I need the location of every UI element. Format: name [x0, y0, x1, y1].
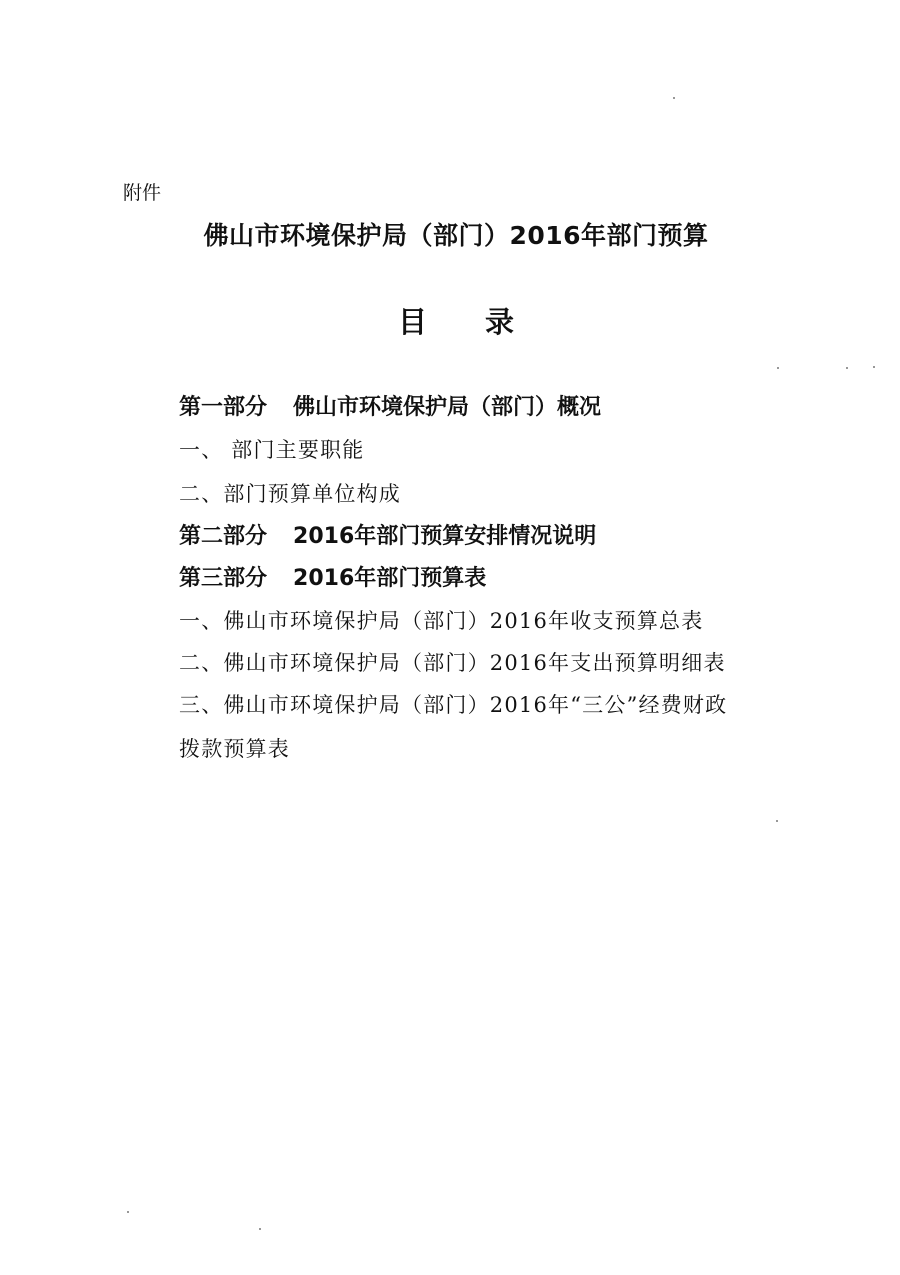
scan-speck — [127, 1211, 129, 1213]
toc-part-3-title: 2016年部门预算表 — [293, 566, 487, 591]
scan-speck — [259, 1228, 261, 1230]
toc-heading-char-2: 录 — [485, 305, 515, 339]
toc-part-3 — [179, 561, 486, 592]
toc-part-1-label: 第一部分 — [179, 395, 268, 420]
toc-part-2-title: 2016年部门预算安排情况说明 — [293, 524, 597, 549]
attachment-label: 附件 — [123, 182, 162, 204]
scan-speck — [777, 367, 779, 369]
scan-speck — [776, 820, 778, 822]
toc-part-2-label: 第二部分 — [179, 524, 268, 549]
document-title: 佛山市环境保护局（部门）2016年部门预算 — [203, 221, 709, 250]
toc-part-2 — [179, 519, 596, 550]
toc-part-1-title: 佛山市环境保护局（部门）概况 — [293, 395, 602, 420]
toc-heading-char-1: 目 — [397, 305, 427, 339]
toc-heading — [0, 300, 900, 341]
toc-part-3-item-2: 二、佛山市环境保护局（部门）2016年支出预算明细表 — [179, 651, 726, 675]
toc-part-3-item-3: 三、佛山市环境保护局（部门）2016年“三公”经费财政 — [179, 693, 728, 717]
toc-part-3-item-3-continued: 拨款预算表 — [179, 737, 290, 761]
toc-part-3-label: 第三部分 — [179, 566, 268, 591]
scan-speck — [846, 367, 848, 369]
scan-speck — [873, 366, 875, 368]
toc-part-3-item-1: 一、佛山市环境保护局（部门）2016年收支预算总表 — [179, 609, 704, 633]
toc-part-1-item-1: 一、 部门主要职能 — [179, 438, 365, 462]
toc-part-1 — [179, 390, 601, 421]
scan-speck — [673, 97, 675, 99]
toc-part-1-item-2: 二、部门预算单位构成 — [179, 482, 401, 506]
